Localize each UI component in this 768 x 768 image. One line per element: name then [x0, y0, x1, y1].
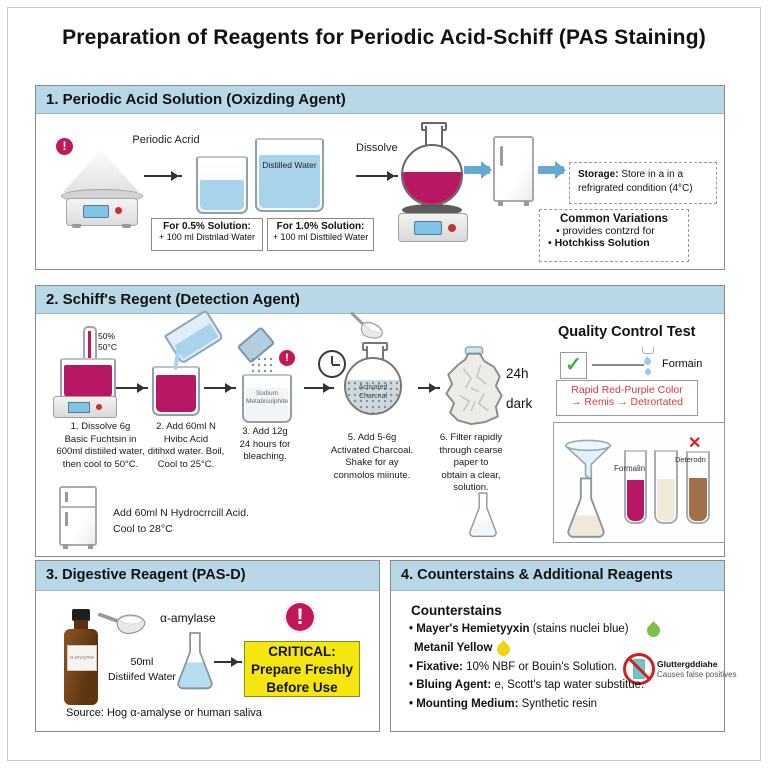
yellow-droplet-icon [494, 640, 512, 658]
step1-caption: 1. Dissolve 6g Basic Fuchtsin in 600ml distiiled water, then cool to 50°C. [56, 421, 145, 470]
refrigerator-icon [493, 136, 534, 202]
checkbox-icon [560, 352, 587, 379]
qc-result-line2 [557, 396, 697, 408]
hotplate-display [68, 402, 90, 413]
water-fill [200, 180, 244, 210]
stirrer-display [414, 221, 442, 235]
fridge-foot [88, 544, 93, 549]
clear-flask [466, 492, 500, 538]
charcoal-flask [344, 342, 402, 416]
scale-foot [122, 224, 131, 228]
hcl-note: Add 60ml N Hydrocrrcill Acid. Cool to 28°C [113, 507, 249, 535]
check-icon: ✓ [565, 354, 582, 376]
item5-text: Synthetic resin [518, 698, 598, 710]
critical-box: CRITICAL: Prepare Freshly Before Use [244, 641, 360, 697]
dropper-icon [642, 347, 654, 354]
pitcher-water [174, 323, 218, 359]
item4-bold: • Bluing Agent: [409, 679, 492, 691]
fridge-foot [498, 201, 503, 206]
pouring-pitcher [164, 309, 224, 364]
hotplate [53, 396, 117, 418]
section4-header: 4. Counterstains & Additional Reagents [391, 561, 724, 591]
fridge-handle [65, 512, 68, 526]
metanil-yellow-item: Metanil Yellow [414, 642, 493, 654]
bottle-body [64, 629, 98, 705]
schiff-beaker [152, 366, 200, 416]
connector-line [592, 364, 644, 366]
solution-05-body: + 100 ml Distrilad Water [159, 232, 255, 242]
section-schiffs-reagent [35, 285, 725, 557]
formalin-label: Formain [662, 358, 703, 370]
blue-arrow-icon [464, 166, 490, 174]
flask-neck [425, 126, 443, 146]
metabisulphite-beaker [242, 374, 292, 423]
flask-bulb [401, 144, 463, 206]
critical-warning-icon: ! [284, 601, 316, 633]
magenta-arrow-icon: → [570, 396, 582, 408]
distilled-water-label: Distilled Water [262, 160, 317, 170]
droplet-icon [644, 368, 652, 376]
formalin-tube [624, 450, 647, 524]
amylase-flask [174, 631, 216, 691]
amylase-label: α-amylase [160, 611, 216, 625]
false-positives-label: Causes false positives [657, 670, 737, 679]
arrow-icon [418, 387, 440, 389]
tube-formalin-label: Formalin [614, 464, 646, 473]
arrow-icon [214, 661, 242, 663]
scale-button [115, 207, 122, 214]
powder-cone [63, 150, 139, 192]
item5-bold: • Mounting Medium: [409, 698, 519, 710]
step5-caption: 5. Add 5-6g Activated Charcoal. Shake for ay conmolos miinute. [330, 432, 414, 481]
bottle-label [67, 645, 97, 671]
warning-icon: ! [279, 350, 295, 366]
fridge-foot [63, 544, 68, 549]
step2-caption: 2. Add 60ml N Hvibc Acid ditihxd water. Boil, Cool to 25°C. [147, 421, 225, 470]
arrow-icon [356, 175, 398, 177]
section3-header: 3. Digestive Reagent (PAS-D) [36, 561, 379, 591]
dark-label: dark [506, 396, 533, 411]
arrow-icon [304, 387, 334, 389]
step3-caption: 3. Add 12g 24 hours for bleaching. [239, 426, 291, 463]
scale-foot [72, 224, 81, 228]
bottle-label-text: α-enzyme [69, 655, 95, 661]
small-beaker [196, 156, 248, 214]
common-variations-box [539, 209, 689, 262]
tube-deteriorated-label: Deterodn [675, 455, 706, 464]
solution-10-title: For 1.0% Solution: [276, 221, 365, 232]
bluing-item [409, 679, 644, 691]
scale-display [83, 205, 109, 218]
solution-10-box [267, 218, 374, 251]
water-amount-label: 50ml Distiifed Water [108, 656, 176, 683]
x-icon: ✕ [688, 435, 702, 452]
qc-result-box [556, 380, 698, 416]
magenta-solution [403, 172, 461, 204]
periodic-acid-label: Periodic Acrid [132, 134, 200, 146]
counterstain-item [409, 623, 629, 635]
dissolve-label: Dissolve [356, 142, 398, 154]
page-title: Preparation of Reagents for Periodic Acid-Schiff (PAS Staining) [62, 26, 706, 49]
temp-label: 50°C [98, 342, 117, 352]
fixative-item [409, 661, 617, 673]
section-periodic-acid [35, 85, 725, 270]
fridge-handle [65, 492, 68, 502]
hotplate-button [96, 404, 102, 410]
variation-item: • Hotchkiss Solution [548, 237, 650, 249]
metabisulphite-label: Sodium Metabisulphite [246, 390, 288, 406]
flask-bulb [344, 357, 402, 415]
mounting-item [409, 698, 597, 710]
counterstains-subtitle: Counterstains [411, 603, 502, 618]
solution-05-title: For 0.5% Solution: [163, 221, 251, 232]
distilled-water-beaker [255, 138, 324, 212]
red-arrow-icon: → [617, 396, 628, 408]
green-droplet-icon [644, 621, 662, 639]
fridge-divider [61, 506, 95, 508]
step6-caption: 6. Filter rapidly through cearse paper to obtain a clear, solution. [439, 432, 503, 494]
scoop-icon [98, 609, 148, 639]
section2-header: 2. Schiff's Regent (Detection Agent) [36, 286, 724, 314]
storage-text: Store in a in a refrigrated condition (4°C) [578, 169, 693, 194]
stirrer-button [448, 224, 456, 232]
refrigerator-icon [59, 486, 97, 546]
item1-text: (stains nuclei blue) [529, 623, 629, 635]
section-counterstains [390, 560, 737, 732]
brown-fill [689, 478, 707, 521]
qc-remains-label: Remis [584, 396, 615, 408]
qc-result-line1: Rapid Red-Purple Color [571, 384, 683, 396]
temp-label: 50% [98, 331, 116, 341]
fridge-handle [500, 146, 503, 166]
droplet-icon [643, 357, 653, 367]
blue-arrow-icon [538, 166, 564, 174]
item3-text: 10% NBF or Bouin's Solution. [462, 661, 618, 673]
item3-bold: • Fixative: [409, 661, 463, 673]
arrow-icon [144, 175, 182, 177]
cream-fill [657, 479, 675, 521]
warning-icon: ! [56, 138, 73, 155]
source-note: Source: Hog α-amalyse or human saliva [66, 707, 262, 719]
charcoal-label: Activated Charcnal [358, 384, 388, 401]
fuchsin-fill [156, 375, 196, 412]
fuchsin-fill [64, 365, 112, 398]
section1-header: 1. Periodic Acid Solution (Oxizding Agent) [36, 86, 724, 114]
magenta-fill [627, 480, 644, 521]
solution-10-body: + 100 ml Disttiled Water [272, 232, 369, 242]
glutaraldehyde-label: Gluttergddiahe [657, 659, 718, 669]
arrow-icon [116, 387, 148, 389]
fridge-foot [524, 201, 529, 206]
filtrate-flask [559, 477, 613, 539]
foil-wrapped-flask [442, 346, 506, 426]
solution-05-box [151, 218, 263, 251]
storage-label: Storage: [578, 169, 619, 180]
item1-bold: • Mayer's Hemietyyxin [409, 623, 530, 635]
section-digestive-reagent [35, 560, 380, 732]
arrow-icon [204, 387, 236, 389]
variation-item: • provides contzrd for [556, 225, 655, 237]
item4-text: e, Scott's tap water substitue. [491, 679, 645, 691]
clock-icon [318, 350, 346, 378]
duration-label: 24h [506, 366, 529, 381]
qc-title: Quality Control Test [558, 324, 696, 340]
enzyme-bottle [64, 609, 98, 705]
qc-deteriorated-label: Detrortated [630, 396, 684, 408]
storage-note [569, 162, 717, 204]
variations-title: Common Variations [560, 213, 668, 225]
